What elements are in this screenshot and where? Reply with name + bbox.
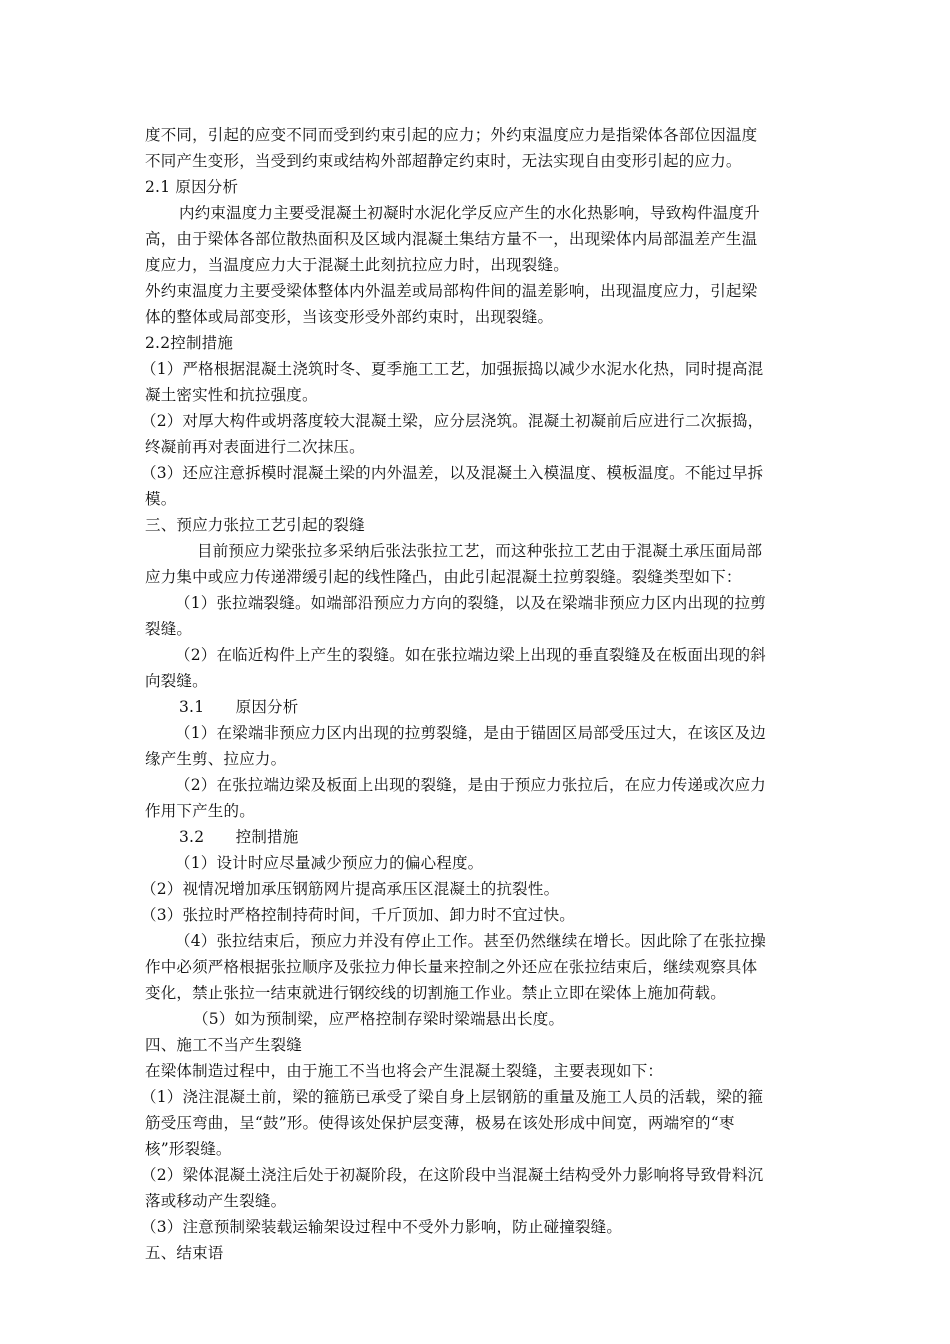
paragraph-line: 外约束温度力主要受梁体整体内外温差或局部构件间的温差影响，出现温度应力，引起梁 bbox=[145, 282, 758, 300]
list-item-line: 落或移动产生裂缝。 bbox=[145, 1192, 287, 1210]
list-item-line: 筋受压弯曲，呈“鼓”形。使得该处保护层变薄，极易在该处形成中间宽，两端窄的“枣 bbox=[145, 1114, 735, 1132]
list-item-line: （1）在梁端非预应力区内出现的拉剪裂缝，是由于锚固区局部受压过大，在该区及边 bbox=[175, 724, 766, 742]
list-item-line: 向裂缝。 bbox=[145, 672, 208, 690]
list-item-line: 核”形裂缝。 bbox=[145, 1140, 232, 1158]
paragraph-line: 不同产生变形，当受到约束或结构外部超静定约束时，无法实现自由变形引起的应力。 bbox=[145, 152, 742, 170]
list-item-line: （5）如为预制梁，应严格控制存梁时梁端悬出长度。 bbox=[193, 1010, 565, 1028]
list-item-line: （2）在张拉端边梁及板面上出现的裂缝，是由于预应力张拉后，在应力传递或次应力 bbox=[175, 776, 766, 794]
paragraph-line: 应力集中或应力传递滞缓引起的线性隆凸，由此引起混凝土拉剪裂缝。裂缝类型如下： bbox=[145, 568, 742, 586]
section-heading: 3.1 原因分析 bbox=[179, 698, 299, 716]
list-item-line: （2）对厚大构件或坍落度较大混凝土梁，应分层浇筑。混凝土初凝前后应进行二次振捣， bbox=[141, 412, 764, 430]
paragraph-line: 度不同，引起的应变不同而受到约束引起的应力；外约束温度应力是指梁体各部位因温度 bbox=[145, 126, 758, 144]
section-heading: 四、施工不当产生裂缝 bbox=[145, 1036, 303, 1054]
list-item-line: （2）梁体混凝土浇注后处于初凝阶段，在这阶段中当混凝土结构受外力影响将导致骨料沉 bbox=[141, 1166, 764, 1184]
paragraph-line: 在梁体制造过程中，由于施工不当也将会产生混凝土裂缝，主要表现如下： bbox=[145, 1062, 664, 1080]
section-heading: 三、预应力张拉工艺引起的裂缝 bbox=[145, 516, 365, 534]
list-item-line: 裂缝。 bbox=[145, 620, 193, 638]
list-item-line: （3）张拉时严格控制持荷时间，千斤顶加、卸力时不宜过快。 bbox=[141, 906, 575, 924]
list-item-line: （3）注意预制梁装载运输架设过程中不受外力影响，防止碰撞裂缝。 bbox=[141, 1218, 623, 1236]
list-item-line: 模。 bbox=[145, 490, 177, 508]
list-item-line: （1）严格根据混凝土浇筑时冬、夏季施工工艺，加强振捣以减少水泥水化热，同时提高混 bbox=[141, 360, 764, 378]
list-item-line: 凝土密实性和抗拉强度。 bbox=[145, 386, 318, 404]
list-item-line: 缘产生剪、拉应力。 bbox=[145, 750, 287, 768]
list-item-line: （2）视情况增加承压钢筋网片提高承压区混凝土的抗裂性。 bbox=[141, 880, 560, 898]
list-item-line: （2）在临近构件上产生的裂缝。如在张拉端边梁上出现的垂直裂缝及在板面出现的斜 bbox=[175, 646, 766, 664]
list-item-line: （4）张拉结束后，预应力并没有停止工作。甚至仍然继续在增长。因此除了在张拉操 bbox=[175, 932, 766, 950]
list-item-line: （1）张拉端裂缝。如端部沿预应力方向的裂缝，以及在梁端非预应力区内出现的拉剪 bbox=[175, 594, 766, 612]
paragraph-line: 目前预应力梁张拉多采纳后张法张拉工艺，而这种张拉工艺由于混凝土承压面局部 bbox=[197, 542, 763, 560]
list-item-line: 作用下产生的。 bbox=[145, 802, 255, 820]
list-item-line: 作中必须严格根据张拉顺序及张拉力伸长量来控制之外还应在张拉结束后，继续观察具体 bbox=[145, 958, 758, 976]
section-heading: 五、结束语 bbox=[145, 1244, 224, 1262]
paragraph-line: 度应力，当温度应力大于混凝土此刻抗拉应力时，出现裂缝。 bbox=[145, 256, 569, 274]
list-item-line: 终凝前再对表面进行二次抹压。 bbox=[145, 438, 365, 456]
paragraph-line: 高，由于梁体各部位散热面积及区域内混凝土集结方量不一，出现梁体内局部温差产生温 bbox=[145, 230, 758, 248]
list-item-line: （1）设计时应尽量减少预应力的偏心程度。 bbox=[175, 854, 484, 872]
section-heading: 3.2 控制措施 bbox=[179, 828, 299, 846]
section-heading: 2.2控制措施 bbox=[145, 334, 234, 352]
section-heading: 2.1 原因分析 bbox=[145, 178, 239, 196]
list-item-line: 变化，禁止张拉一结束就进行钢绞线的切割施工作业。禁止立即在梁体上施加荷载。 bbox=[145, 984, 726, 1002]
list-item-line: （1）浇注混凝土前，梁的箍筋已承受了梁自身上层钢筋的重量及施工人员的活载，梁的箍 bbox=[141, 1088, 764, 1106]
list-item-line: （3）还应注意拆模时混凝土梁的内外温差，以及混凝土入模温度、模板温度。不能过早拆 bbox=[141, 464, 764, 482]
paragraph-line: 内约束温度力主要受混凝土初凝时水泥化学反应产生的水化热影响，导致构件温度升 bbox=[179, 204, 760, 222]
paragraph-line: 体的整体或局部变形，当该变形受外部约束时，出现裂缝。 bbox=[145, 308, 554, 326]
